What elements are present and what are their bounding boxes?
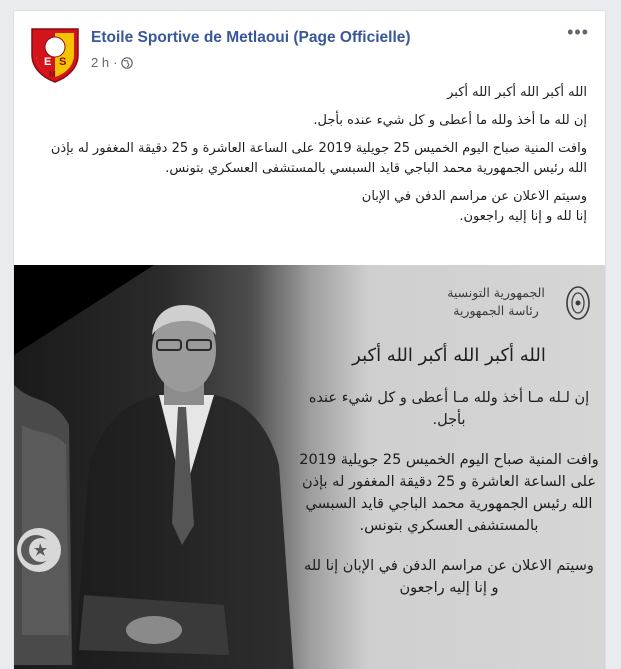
facebook-post-card — [13, 10, 606, 669]
image-condolence-text — [299, 345, 599, 617]
svg-text:E: E — [44, 56, 52, 68]
emblem-line1: الجمهورية التونسية — [447, 285, 545, 300]
svg-text:M: M — [49, 70, 56, 79]
image-headline: الله أكبر الله أكبر الله أكبر — [352, 345, 546, 366]
image-paragraph: وافت المنية صباح اليوم الخميس 25 جويلية 2019 على الساعة العاشرة و 25 دقيقة المغفور له بإذن الله رئيس الجمهورية محمد الباجي قايد السبسي بالمستشفى العسكري بتونس. — [299, 452, 599, 534]
post-options-icon[interactable]: ••• — [567, 22, 589, 42]
post-line: الله أكبر الله أكبر الله أكبر — [447, 85, 587, 100]
presidency-header — [436, 284, 556, 320]
post-line: وسيتم الاعلان عن مراسم الدفن في الإبان — [361, 189, 587, 204]
post-meta — [91, 55, 133, 70]
page-name-link[interactable]: Etoile Sportive de Metlaoui (Page Officielle) — [91, 29, 411, 46]
post-line: إن لله ما أخذ ولله ما أعطى و كل شيء عنده بأجل. — [313, 113, 587, 128]
club-logo-avatar[interactable] — [28, 25, 82, 83]
emblem-line2: رئاسة الجمهورية — [453, 303, 539, 318]
mourning-ribbon-icon — [14, 265, 154, 355]
presidency-emblem-icon — [565, 285, 591, 321]
post-line: إنا لله و إنا إليه راجعون. — [459, 209, 587, 224]
image-paragraph: وسيتم الاعلان عن مراسم الدفن في الإبان إنا لله و إنا إليه راجعون — [304, 558, 594, 596]
globe-icon[interactable] — [121, 57, 133, 69]
post-timestamp[interactable]: 2 h — [91, 55, 110, 70]
svg-text:S: S — [59, 56, 67, 68]
image-paragraph: إن لـله مـا أخذ ولله مـا أعطى و كل شيء عنده بأجل. — [308, 390, 590, 428]
post-photo[interactable] — [14, 265, 605, 669]
meta-separator: · — [113, 55, 118, 70]
post-message — [37, 83, 587, 235]
post-line: وافت المنية صباح اليوم الخميس 25 جويلية 2019 على الساعة العاشرة و 25 دقيقة المغفور له بإذن الله رئيس الجمهورية محمد الباجي قايد السبسي بالمستشفى العسكري بتونس. — [50, 141, 587, 176]
